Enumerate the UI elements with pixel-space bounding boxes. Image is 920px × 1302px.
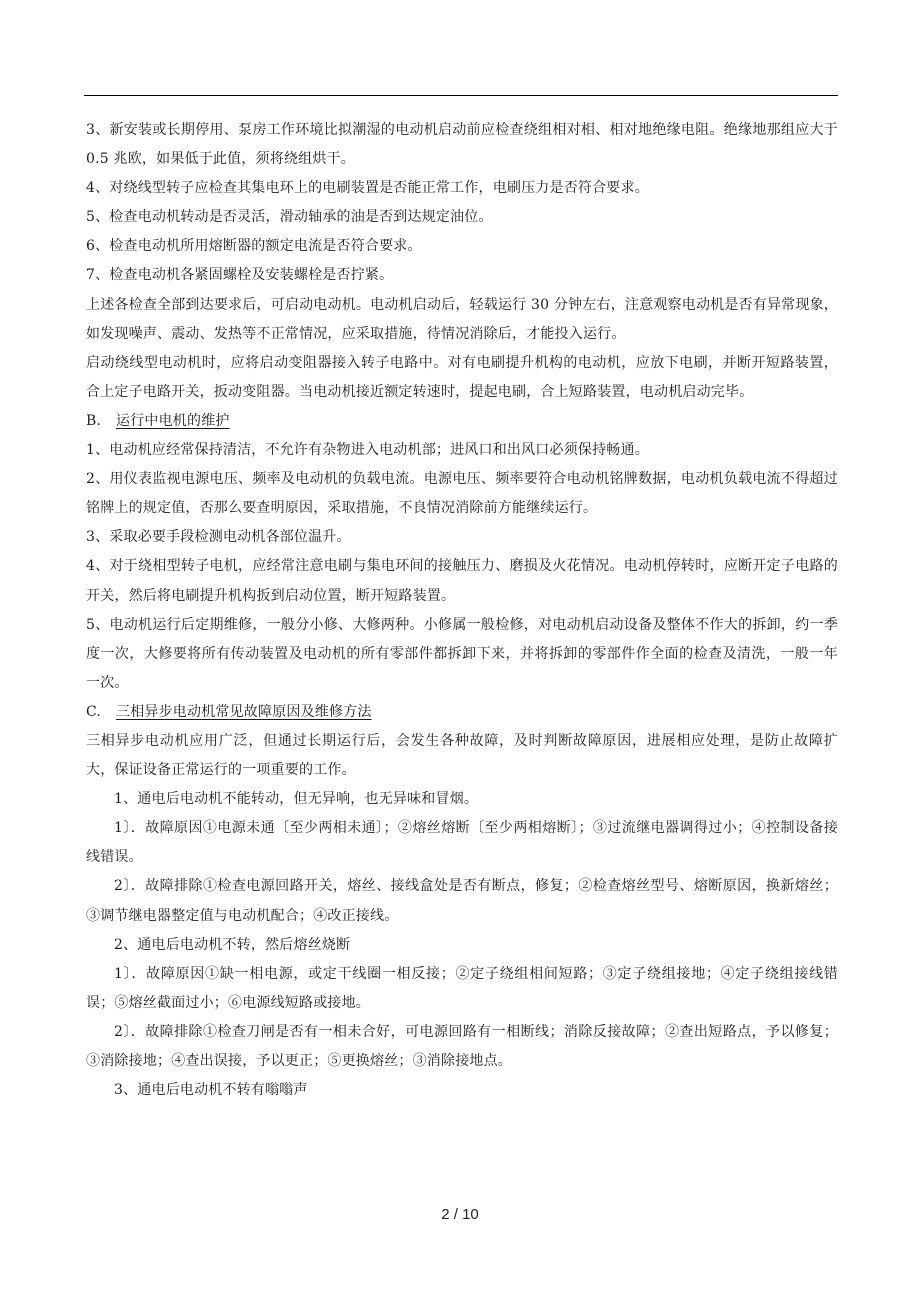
section-heading-c: [86, 698, 838, 727]
indented-paragraph: 1〕．故障原因①缺一相电源，或定干线圈一相反接；②定子绕组相间短路；③定子绕组接地；④定子绕组接线错误；⑤熔丝截面过小；⑥电源线短路或接地。: [86, 965, 838, 1011]
page-number: 2 / 10: [441, 1206, 479, 1223]
paragraph: 三相异步电动机应用广泛，但通过长期运行后，会发生各种故障，及时判断故障原因，进展相应处理，是防止故障扩大，保证设备正常运行的一项重要的工作。: [86, 732, 838, 779]
section-title: 运行中电机的维护: [116, 412, 230, 429]
paragraph: 4、对绕线型转子应检查其集电环上的电刷装置是否能正常工作，电刷压力是否符合要求。: [86, 180, 649, 197]
section-heading-b: [86, 407, 838, 436]
paragraph: 6、检查电动机所用熔断器的额定电流是否符合要求。: [86, 238, 422, 255]
section-title: 三相异步电动机常见故障原因及维修方法: [116, 703, 372, 720]
paragraph: 7、检查电动机各紧固螺栓及安装螺栓是否拧紧。: [86, 267, 394, 284]
document-body: [86, 116, 838, 1105]
paragraph: 4、对于绕相型转子电机，应经常注意电刷与集电环间的接触压力、磨损及火花情况。电动机停转时，应断开定子电路的开关，然后将电刷提升机构扳到启动位置，断开短路装置。: [86, 558, 838, 604]
header-rule: [84, 95, 838, 96]
indented-paragraph: 2〕．故障排除①检查刀闸是否有一相未合好，可电源回路有一相断线；消除反接故障；②查出短路点，予以修复；③消除接地；④查出误接，予以更正；⑤更换熔丝；③消除接地点。: [86, 1023, 838, 1069]
section-letter: B.: [86, 412, 102, 429]
paragraph: 5、检查电动机转动是否灵活，滑动轴承的油是否到达规定油位。: [86, 209, 493, 226]
indented-paragraph: 1、通电后电动机不能转动，但无异响，也无异味和冒烟。: [114, 791, 479, 808]
paragraph: 5、电动机运行后定期维修，一般分小修、大修两种。小修属一般检修，对电动机启动设备及整体不作大的拆卸，约一季度一次，大修要将所有传动装置及电动机的所有零部件都拆卸下来，并将拆卸的零部件作全面的检查及清洗，一般一年一次。: [86, 616, 838, 691]
paragraph: 启动绕线型电动机时，应将启动变阻器接入转子电路中。对有电刷提升机构的电动机，应放下电刷，并断开短路装置，合上定子电路开关，扳动变阻器。当电动机接近额定转速时，提起电刷，合上短路装置，电动机启动完毕。: [86, 354, 838, 400]
indented-paragraph: 2、通电后电动机不转，然后熔丝烧断: [114, 936, 351, 953]
indented-paragraph: 2〕．故障排除①检查电源回路开关，熔丝、接线盒处是否有断点，修复；②检查熔丝型号、熔断原因，换新熔丝；③调节继电器整定值与电动机配合；④改正接线。: [86, 878, 838, 924]
paragraph: 2、用仪表监视电源电压、频率及电动机的负载电流。电源电压、频率要符合电动机铭牌数据，电动机负载电流不得超过铭牌上的规定值，否那么要查明原因，采取措施，不良情况消除前方能继续运行。: [86, 471, 838, 517]
paragraph: 1、电动机应经常保持清洁，不允许有杂物进入电动机部；进风口和出风口必须保持畅通。: [86, 442, 649, 459]
paragraph: 上述各检查全部到达要求后，可启动电动机。电动机启动后，轻载运行 30 分钟左右，注意观察电动机是否有异常现象，如发现噪声、震动、发热等不正常情况，应采取措施，待情况消除后，才能投入运行。: [86, 296, 838, 342]
section-letter: C.: [86, 703, 102, 720]
paragraph: 3、新安装或长期停用、泵房工作环境比拟潮湿的电动机启动前应检查绕组相对相、相对地绝缘电阻。绝缘地那组应大于 0.5 兆欧，如果低于此值，须将绕组烘干。: [86, 122, 838, 168]
paragraph: 3、采取必要手段检测电动机各部位温升。: [86, 529, 351, 546]
indented-paragraph: 3、通电后电动机不转有嗡嗡声: [114, 1082, 308, 1099]
indented-paragraph: 1〕．故障原因①电源未通〔至少两相未通〕；②熔丝熔断〔至少两相熔断〕；③过流继电器调得过小；④控制设备接线错误。: [86, 820, 838, 866]
